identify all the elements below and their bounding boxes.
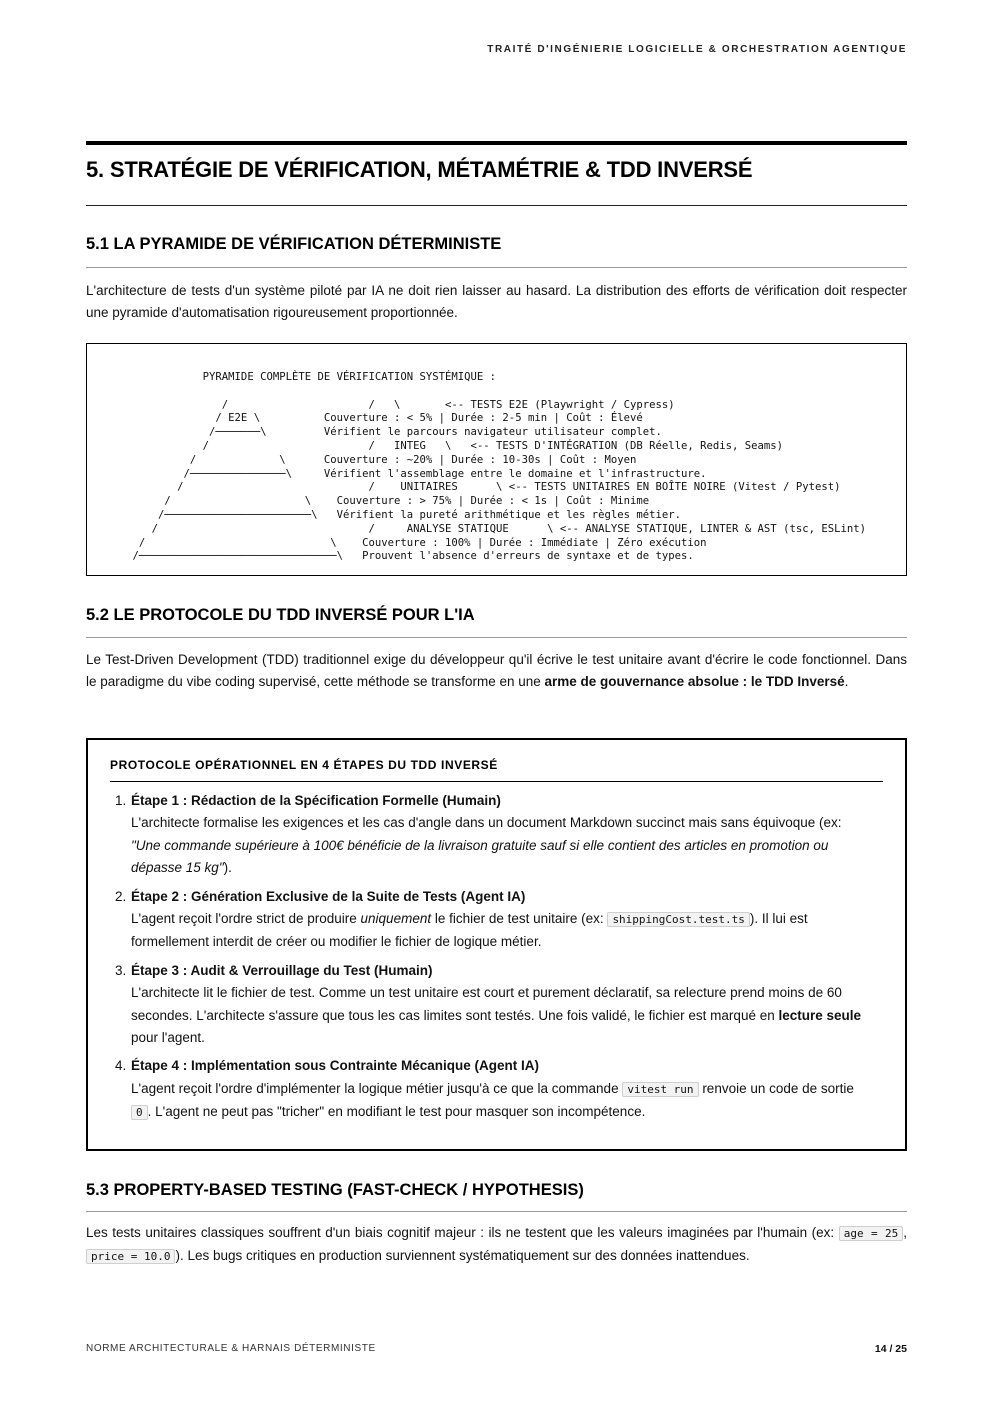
protocol-box (86, 738, 907, 1151)
step-emphasis: uniquement (360, 911, 432, 927)
step-text: L'agent reçoit l'ordre d'implémenter la logique métier jusqu'à ce que la commande (131, 1080, 623, 1096)
footer-title: NORME ARCHITECTURALE & HARNAIS DÉTERMINISTE (86, 1343, 376, 1354)
pyramid-diagram-box (86, 343, 907, 576)
chapter-top-rule (86, 141, 907, 145)
step-text-mid: le fichier de test unitaire (ex: (431, 911, 608, 927)
paragraph-text-end: ). Les bugs critiques en production surviennent systématiquement sur des données inattendues. (175, 1248, 750, 1263)
step-number: 4. (115, 1058, 127, 1074)
protocol-step-4 (110, 1055, 870, 1124)
step-title: Étape 2 : Génération Exclusive de la Suite de Tests (Agent IA) (131, 888, 526, 904)
section-5-3-paragraph (86, 1222, 907, 1268)
protocol-rule (110, 781, 883, 782)
pyramid-ascii-diagram: PYRAMIDE COMPLÈTE DE VÉRIFICATION SYSTÉMIQUE : / / \ <-- TESTS E2E (Playwright / Cypress) / E2E \ Couverture : < 5% | Durée : 2-5 min | Coût : Élevé /───────\ Vérifient le parcours navigateur utilisateur complet. / / INTEG \ <-- TESTS D'INTÉGRATION (DB Réelle, Redis, Seams) / \ Couverture : ~20% | Durée : 10-30s | Coût : Moyen /───────────────\ Vérifient l'assemblage entre le domaine et l'infrastructure. / / UNITAIRES \ <-- TESTS UNITAIRES EN BOÎTE NOIRE (Vitest / Pytest) / \ Couverture : > 75% | Durée : < 1s | Coût : Minime /───────────────────────\ Vérifient la pureté arithmétique et les règles métier. / / ANALYSE STATIQUE \ <-- ANALYSE STATIQUE, LINTER & AST (tsc, ESLint) / \ Couverture : 100% | Durée : Immédiate | Zéro exécution /───────────────────────────────\ Prouvent l'absence d'erreurs de syntaxe et de types. (132, 371, 866, 563)
step-quote: "Une commande supérieure à 100€ bénéficie de la livraison gratuite sauf si elle contient des articles en promotion ou dépasse 15 kg" (131, 837, 829, 876)
step-text-mid: renvoie un code de sortie (698, 1080, 854, 1096)
protocol-step-1 (110, 790, 870, 880)
step-text: L'architecte formalise les exigences et les cas d'angle dans un document Markdown succinct mais sans équivoque (ex: (131, 815, 842, 831)
section-5-2-paragraph (86, 649, 907, 693)
inline-code-price: price = 10.0 (86, 1249, 175, 1264)
paragraph-text: Les tests unitaires classiques souffrent d'un biais cognitif majeur : ils ne testent que les valeurs imaginées par l'humain (ex: (86, 1225, 839, 1240)
paragraph-end: . (844, 674, 849, 689)
section-5-1-paragraph: L'architecture de tests d'un système piloté par IA ne doit rien laisser au hasard. La distribution des efforts de vérification doit respecter une pyramide d'automatisation rigoureusement proportionnée. (86, 283, 907, 320)
step-number: 1. (115, 793, 127, 808)
section-rule-5-3 (86, 1211, 907, 1212)
step-title: Étape 3 : Audit & Verrouillage du Test (Humain) (131, 962, 433, 978)
step-text-end: ). (223, 860, 232, 876)
step-text: L'architecte lit le fichier de test. Comme un test unitaire est court et purement déclaratif, sa relecture prend moins de 60 secondes. L'architecte s'assure que tous les cas limites sont testés. Une fois validé, le fichier est marqué en (131, 985, 842, 1023)
section-title-5-1: 5.1 LA PYRAMIDE DE VÉRIFICATION DÉTERMINISTE (86, 235, 502, 253)
chapter-bottom-rule (86, 205, 907, 206)
step-text-end: ). Il lui est formellement interdit de créer ou modifier le fichier de logique métier. (131, 911, 808, 950)
paragraph-emphasis: arme de gouvernance absolue : le TDD Inversé (544, 674, 845, 689)
protocol-step-3 (110, 960, 870, 1050)
chapter-title: 5. STRATÉGIE DE VÉRIFICATION, MÉTAMÉTRIE & TDD INVERSÉ (86, 157, 753, 182)
section-title-5-3: 5.3 PROPERTY-BASED TESTING (FAST-CHECK / HYPOTHESIS) (86, 1181, 584, 1199)
step-title: Étape 1 : Rédaction de la Spécification Formelle (Humain) (131, 793, 501, 808)
protocol-step-2 (110, 886, 870, 954)
step-number: 2. (115, 888, 127, 904)
protocol-title: PROTOCOLE OPÉRATIONNEL EN 4 ÉTAPES DU TDD INVERSÉ (110, 758, 498, 772)
section-title-5-2: 5.2 LE PROTOCOLE DU TDD INVERSÉ POUR L'IA (86, 606, 475, 624)
step-number: 3. (115, 962, 127, 978)
step-text: L'agent reçoit l'ordre strict de produire (131, 911, 361, 927)
step-text-end: . L'agent ne peut pas "tricher" en modifiant le test pour masquer son incompétence. (147, 1104, 646, 1120)
inline-code-age: age = 25 (839, 1226, 904, 1241)
page-number: 14 / 25 (874, 1343, 907, 1355)
section-rule-5-1 (86, 267, 907, 268)
inline-code-command: vitest run (622, 1082, 698, 1097)
step-bold: lecture seule (778, 1007, 862, 1023)
protocol-steps-list (110, 790, 870, 1131)
running-header: TRAITÉ D'INGÉNIERIE LOGICIELLE & ORCHESTRATION AGENTIQUE (487, 44, 907, 55)
step-text-end: pour l'agent. (131, 1030, 205, 1046)
inline-code-filename: shippingCost.test.ts (607, 912, 749, 927)
inline-code-exit-code: 0 (131, 1105, 148, 1120)
paragraph-text: Le Test-Driven Development (TDD) traditionnel exige du développeur qu'il écrive le test unitaire avant d'écrire le code fonctionnel. Dans le paradigme du vibe coding supervisé, cette méthode se transforme en une (86, 652, 907, 689)
step-title: Étape 4 : Implémentation sous Contrainte Mécanique (Agent IA) (131, 1058, 540, 1074)
section-rule-5-2 (86, 637, 907, 638)
paragraph-separator: , (903, 1225, 907, 1240)
